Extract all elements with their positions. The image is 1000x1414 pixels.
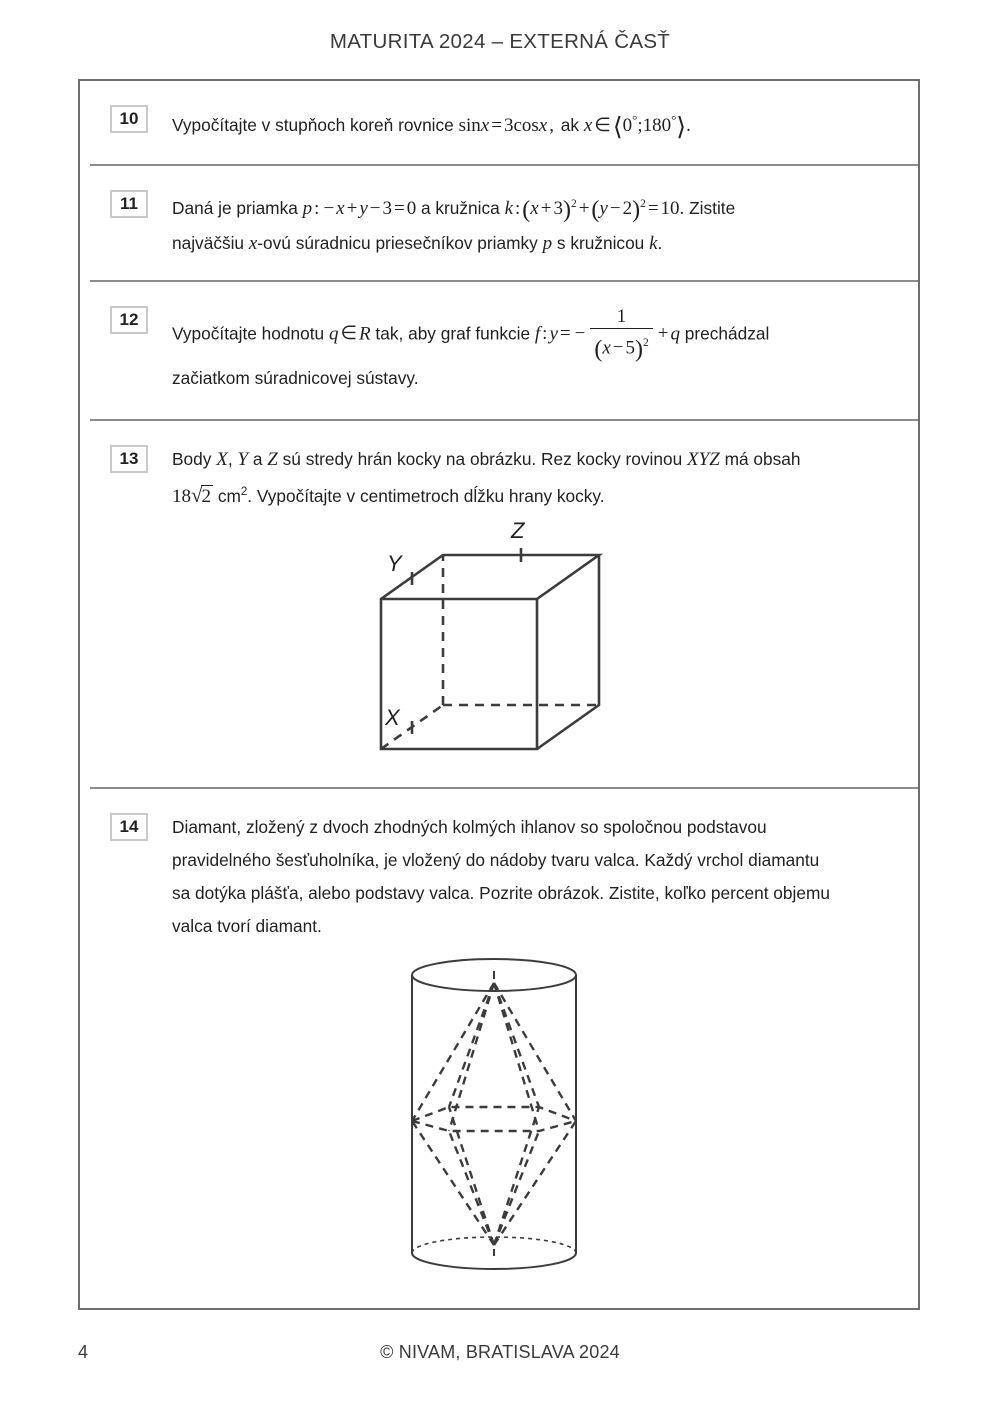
question-number-badge: 11 xyxy=(110,190,148,218)
cos-arg: x xyxy=(538,114,548,136)
point-X: X xyxy=(216,448,228,470)
s-kruznicou-label: s kružnicou xyxy=(556,232,645,253)
unit-cm: cm xyxy=(217,485,241,506)
bottom-edge-to-back-left-vertex xyxy=(449,1107,494,1245)
question-text xyxy=(172,188,900,260)
top-edge-to-right-vertex xyxy=(494,983,576,1121)
interval-open-bracket: ⟨ xyxy=(612,113,623,141)
point-Y: Y xyxy=(237,448,249,470)
const-3b: 3 xyxy=(553,197,563,219)
plane-XYZ: XYZ xyxy=(687,448,720,470)
var-y-1: y xyxy=(359,197,368,219)
den-const-5: 5 xyxy=(625,336,635,358)
question-number-badge: 13 xyxy=(110,445,148,473)
unit-exponent: 2 xyxy=(240,485,248,498)
interval-lower: 0 xyxy=(622,114,633,136)
cylinder-with-hexagonal-bipyramid-svg xyxy=(401,953,611,1293)
point-Z: Z xyxy=(267,448,278,470)
dana-je-priamka-label: Daná je priamka xyxy=(172,197,298,218)
line-p: p xyxy=(302,197,313,219)
question-line-2: začiatkom súradnicovej sústavy. xyxy=(172,367,419,388)
cube-figure xyxy=(112,517,900,777)
question-line-1 xyxy=(172,305,900,362)
plus-q: + xyxy=(657,323,669,345)
equals-sign: = xyxy=(491,114,502,136)
const-0: 0 xyxy=(406,197,417,219)
cylinder-figure xyxy=(112,953,900,1298)
line-p-2: p xyxy=(542,232,553,254)
label-Z: Z xyxy=(511,517,525,543)
a-kruznica-label: a kružnica xyxy=(421,197,500,218)
bottom-edge-to-back-right-vertex xyxy=(494,1107,539,1245)
set-R: R xyxy=(359,323,371,345)
colon-f: : xyxy=(542,323,548,345)
lparen-1: ( xyxy=(522,196,531,223)
bipyramid-edges xyxy=(412,983,576,1245)
radical-sign: √ xyxy=(191,482,203,507)
var-x-2: x xyxy=(530,197,539,219)
var-q-2: q xyxy=(670,323,680,345)
najvacsiu-label: najväčšiu xyxy=(172,232,245,253)
period-2: . xyxy=(657,232,663,253)
var-x-1: x xyxy=(336,197,345,219)
question-number-badge: 12 xyxy=(110,306,148,334)
var-y: y xyxy=(549,323,558,345)
question-line-2: pravidelného šesťuholníka, je vložený do nádoby tvaru valca. Každý vrchol diamantu xyxy=(172,849,820,870)
const-2: 2 xyxy=(622,197,633,219)
den-rparen: ) xyxy=(634,335,643,362)
interval-close-bracket: ⟩ xyxy=(676,113,687,141)
a-conj: a xyxy=(252,448,263,469)
equals-f: = xyxy=(559,323,571,345)
circle-k-2: k xyxy=(649,232,658,254)
exponent-2: 2 xyxy=(640,197,646,210)
label-Y: Y xyxy=(387,550,402,576)
prechadzal-label: prechádzal xyxy=(684,323,770,344)
interval-upper: 180 xyxy=(642,114,672,136)
plus-2: + xyxy=(540,197,552,219)
colon-2: : xyxy=(515,197,521,219)
cube-hidden-edges xyxy=(381,555,599,749)
label-X: X xyxy=(385,704,400,730)
right-face-edges xyxy=(537,555,599,749)
area-coefficient: 18 xyxy=(172,485,191,507)
fraction-denominator xyxy=(590,329,652,361)
front-face xyxy=(381,599,537,749)
question-14 xyxy=(90,787,918,1306)
question-12 xyxy=(90,280,918,419)
const-3: 3 xyxy=(382,197,392,219)
fraction-numerator: 1 xyxy=(616,305,627,327)
minus-2: − xyxy=(369,197,381,219)
square-root xyxy=(191,479,213,513)
bottom-edge-to-front-left-vertex xyxy=(449,1131,494,1245)
fraction xyxy=(590,307,652,361)
question-text xyxy=(172,443,900,513)
copyright-notice: © NIVAM, BRATISLAVA 2024 xyxy=(380,1342,620,1362)
radicand: 2 xyxy=(201,485,212,507)
rparen-1: ) xyxy=(562,196,571,223)
var-q: q xyxy=(328,323,339,345)
top-edge-to-front-left-vertex xyxy=(449,983,494,1131)
page-number: 4 xyxy=(78,1342,89,1362)
den-lparen: ( xyxy=(594,335,603,362)
exponent-1: 2 xyxy=(570,197,577,210)
element-of-sign: ∈ xyxy=(340,323,357,345)
hexagon-back-edges xyxy=(412,1107,576,1121)
cube-with-midpoints-svg xyxy=(371,517,641,772)
zistite-label: Zistite xyxy=(689,197,736,218)
comma-sep: , xyxy=(549,114,554,136)
hexagon-front-edges xyxy=(412,1121,576,1131)
sentence-period: . xyxy=(686,114,691,136)
page-footer xyxy=(0,1342,1000,1372)
sin-op: sin xyxy=(458,114,481,136)
question-line-1 xyxy=(172,188,900,227)
func-f: f xyxy=(534,323,541,345)
den-minus: − xyxy=(612,336,624,358)
equals-2: = xyxy=(647,197,659,219)
circle-k: k xyxy=(504,197,514,219)
question-11 xyxy=(90,164,918,280)
question-line-4: valca tvorí diamant. xyxy=(172,915,322,936)
question-text xyxy=(172,811,900,943)
period-1: . xyxy=(679,197,685,219)
comma-1: , xyxy=(227,448,233,469)
cube-visible-edges xyxy=(381,555,599,749)
top-edge-to-front-right-vertex xyxy=(494,983,539,1131)
tak-aby-label: tak, aby graf funkcie xyxy=(375,323,531,344)
den-exponent: 2 xyxy=(642,336,649,349)
colon-1: : xyxy=(314,197,320,219)
ma-obsah-label: má obsah xyxy=(724,448,801,469)
su-stredy-label: sú stredy hrán kocky na obrázku. Rez kocky rovinou xyxy=(282,448,683,469)
top-edge-to-left-vertex xyxy=(412,983,494,1121)
bottom-edge-to-front-right-vertex xyxy=(494,1131,539,1245)
cylinder-outline xyxy=(412,959,576,1269)
q10-lead: Vypočítajte v stupňoch koreň rovnice xyxy=(172,114,454,135)
degree-sign-lower: ° xyxy=(632,112,638,127)
degree-sign-upper: ° xyxy=(671,112,677,127)
plus-3: + xyxy=(578,197,590,219)
question-line-3: sa dotýka plášťa, alebo podstavy valca. Pozrite obrázok. Zistite, koľko percent objemu xyxy=(172,882,830,903)
plus-1: + xyxy=(346,197,358,219)
sin-arg: x xyxy=(480,114,490,136)
ak-word: ak xyxy=(560,114,580,135)
element-of-sign: ∈ xyxy=(594,114,611,136)
body-label: Body xyxy=(172,448,212,469)
vypocitajte-hodnotu-label: Vypočítajte hodnotu xyxy=(172,323,325,344)
ovu-suradnicu-label: -ovú súradnicu priesečníkov priamky xyxy=(257,232,538,253)
cos-op: cos xyxy=(513,114,539,136)
exam-questions-panel xyxy=(78,79,920,1310)
equals-1: = xyxy=(393,197,405,219)
const-10: 10 xyxy=(660,197,680,219)
question-text xyxy=(172,305,900,395)
interval-var: x xyxy=(583,114,593,136)
lparen-2: ( xyxy=(591,196,600,223)
minus-1: − xyxy=(323,197,335,219)
question-number-badge: 10 xyxy=(110,105,148,133)
page-header: MATURITA 2024 – EXTERNÁ ČASŤ xyxy=(329,30,671,53)
var-y-2: y xyxy=(599,197,608,219)
minus-3: − xyxy=(609,197,621,219)
question-number-badge: 14 xyxy=(110,813,148,841)
den-var-x: x xyxy=(602,336,611,358)
leading-minus: − xyxy=(574,323,586,345)
question-line-2 xyxy=(172,227,900,260)
interval-semicolon: ; xyxy=(637,114,643,136)
question-line-1 xyxy=(172,443,900,476)
question-13 xyxy=(90,419,918,787)
question-line-2 xyxy=(172,476,900,513)
question-text xyxy=(172,103,900,144)
var-x-3: x xyxy=(248,232,258,254)
coefficient-three: 3 xyxy=(503,114,514,136)
rparen-2: ) xyxy=(632,196,641,223)
question-line-1: Diamant, zložený z dvoch zhodných kolmých ihlanov so spoločnou podstavou xyxy=(172,816,767,837)
question-10 xyxy=(80,81,918,164)
q13-tail: . Vypočítajte v centimetroch dĺžku hrany kocky. xyxy=(247,485,605,506)
top-face-edges xyxy=(381,555,599,599)
